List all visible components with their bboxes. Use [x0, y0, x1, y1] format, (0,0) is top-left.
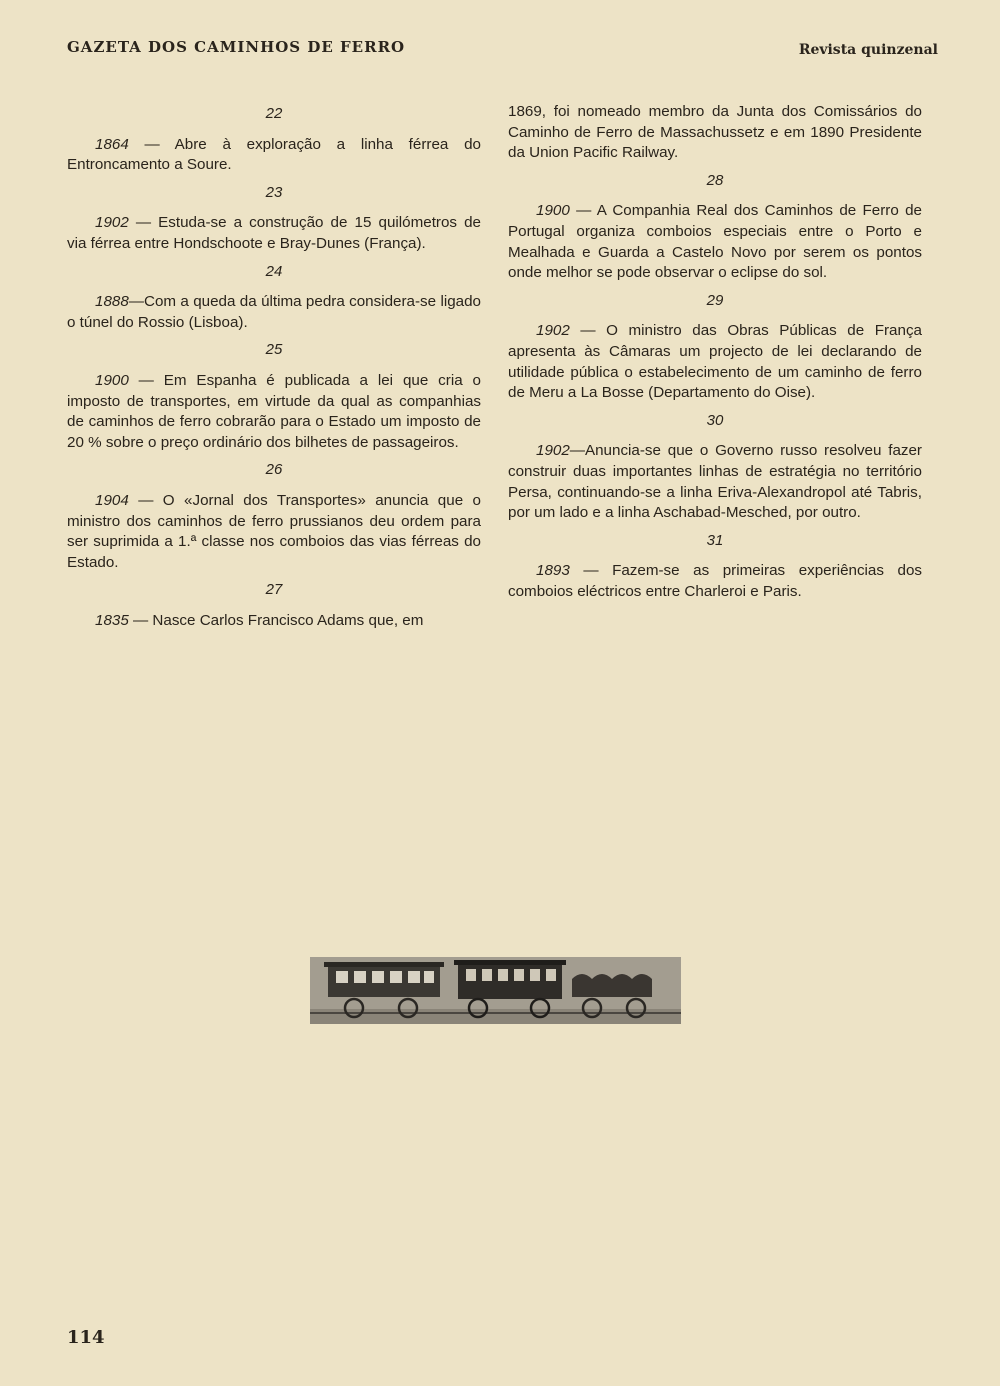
- early-train-illustration: [310, 957, 681, 1024]
- entry-year: 1888: [95, 293, 129, 311]
- entry-paragraph: [67, 292, 481, 333]
- train-icon: [310, 957, 681, 1024]
- day-entry: [67, 262, 481, 334]
- left-column: [67, 98, 481, 638]
- entry-paragraph: [508, 321, 922, 403]
- entry-text: — A Companhia Real dos Caminhos de Ferro de Portugal organiza comboios especiais entre o Porto e Mealhada e Guarda a Castelo Novo por serem os pontos onde melhor se pode observar o eclipse do sol.: [508, 202, 922, 282]
- entry-text: — Nasce Carlos Francisco Adams que, em: [128, 611, 424, 629]
- entry-text: — Fazem-se as primeiras experiências dos comboios eléctricos entre Charleroi e Paris.: [508, 562, 922, 600]
- entry-paragraph: [508, 441, 922, 523]
- day-number: 30: [706, 411, 724, 429]
- entry-text: — Estuda-se a construção de 15 quilómetros de via férrea entre Hondschoote e Bray-Dunes (França).: [67, 214, 481, 252]
- entry-year: 1900: [536, 202, 570, 220]
- entry-year: 1902: [95, 214, 129, 232]
- page-number: 114: [67, 1327, 105, 1348]
- continued-paragraph: 1869, foi nomeado membro da Junta dos Comissários do Caminho de Ferro de Massachussetz e em 1890 Presidente da Union Pacific Railway.: [508, 103, 922, 162]
- journal-title: GAZETA DOS CAMINHOS DE FERRO: [67, 38, 406, 56]
- day-number: 25: [265, 341, 283, 359]
- day-entry: [508, 171, 922, 284]
- entry-paragraph: [67, 491, 481, 573]
- entry-text: — Em Espanha é publicada a lei que cria o imposto de transportes, em virtude da qual as companhias de caminhos de ferro cobrarão para o Estado um imposto de 20 % sobre o preço ordinário dos bilhetes de passageiros.: [67, 371, 481, 451]
- entry-year: 1900: [95, 371, 129, 389]
- entry-paragraph: [67, 371, 481, 453]
- day-number: 22: [265, 105, 283, 122]
- day-number: 27: [265, 581, 283, 599]
- entry-paragraph: [67, 135, 481, 176]
- entry-text: —Anuncia-se que o Governo russo resolveu fazer construir duas importantes linhas de estratégia no território Persa, continuando-se a linha Eriva-Alexandropol até Tabris, por um lado e a linha Aschabad-Mesched, por outro.: [508, 442, 922, 522]
- entry-paragraph: [67, 213, 481, 254]
- entry-year: 1902: [536, 322, 570, 340]
- entry-paragraph: [508, 201, 922, 283]
- day-entry: [67, 580, 481, 631]
- entry-text: —Com a queda da última pedra considera-se ligado o túnel do Rossio (Lisboa).: [67, 293, 481, 331]
- entry-text: — O «Jornal dos Transportes» anuncia que o ministro dos caminhos de ferro prussianos deu ordem para ser suprimida a 1.ª classe nos comboios das vias férreas do Estado.: [67, 491, 481, 571]
- entry-paragraph: [67, 611, 481, 632]
- journal-subtitle: Revista quinzenal: [798, 42, 938, 58]
- day-entry: [508, 411, 922, 524]
- right-column: [508, 102, 922, 609]
- entry-text: — Abre à exploração a linha férrea do Entroncamento a Soure.: [67, 135, 481, 174]
- entry-text: — O ministro das Obras Públicas de França apresenta às Câmaras um projecto de lei declarando de utilidade pública o estabelecimento de um caminho de ferro de Meru a La Bosse (Departamento do Oise).: [508, 322, 922, 402]
- day-number: 31: [706, 531, 724, 549]
- day-number: 29: [706, 291, 724, 309]
- entry-year: 1835: [95, 611, 129, 629]
- entry-paragraph: [508, 561, 922, 602]
- day-number: 23: [265, 183, 283, 201]
- day-entry: [508, 291, 922, 404]
- day-entry: [67, 340, 481, 453]
- day-entry: [508, 531, 922, 603]
- day-entry: [67, 183, 481, 255]
- day-entry: [67, 460, 481, 573]
- entry-year: 1904: [95, 491, 129, 509]
- day-number: 24: [265, 262, 283, 280]
- day-number: 28: [706, 171, 724, 189]
- day-entry: [67, 104, 481, 176]
- entry-year: 1893: [536, 562, 570, 580]
- entry-year: 1902: [536, 442, 570, 460]
- day-number: 26: [265, 461, 283, 479]
- entry-year: 1864: [95, 135, 129, 153]
